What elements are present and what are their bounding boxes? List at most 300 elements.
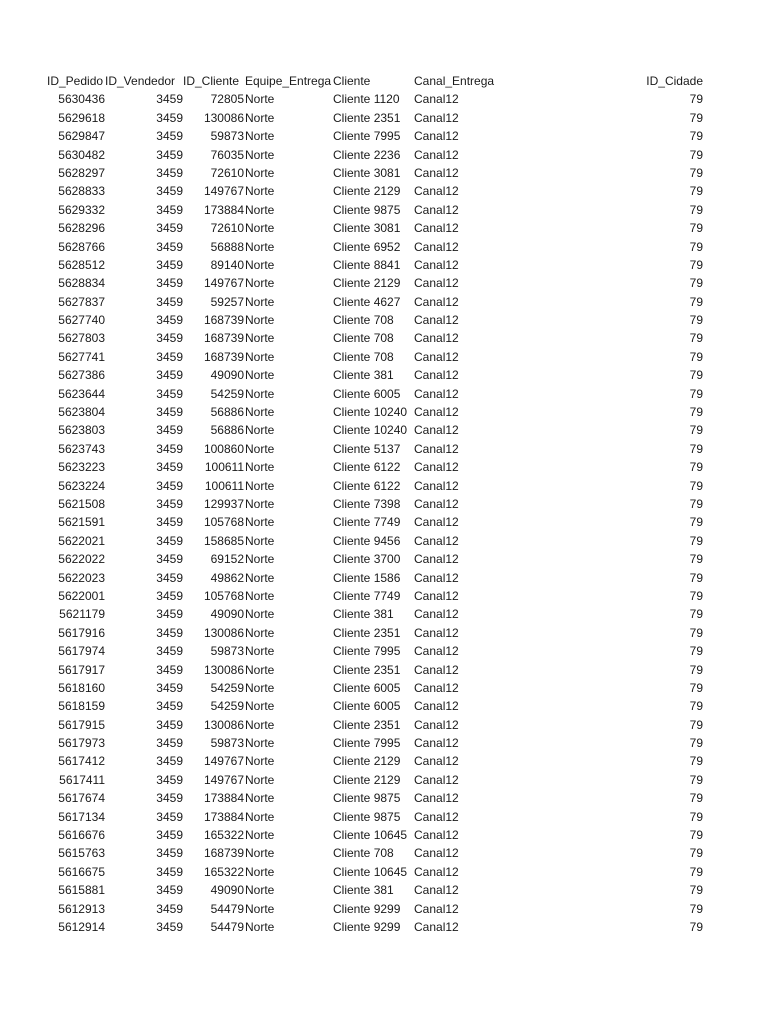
cell-id-pedido: 5622001 (58, 588, 105, 603)
table-row (0, 403, 768, 421)
cell-id-pedido: 5618159 (58, 699, 105, 714)
cell-equipe-entrega: Norte (245, 92, 275, 107)
cell-canal-entrega: Canal12 (414, 441, 459, 456)
cell-id-cidade: 79 (689, 846, 703, 861)
table-row (0, 624, 768, 642)
cell-equipe-entrega: Norte (245, 919, 275, 934)
cell-id-pedido: 5627741 (58, 349, 105, 364)
table-row (0, 642, 768, 660)
cell-cliente: Cliente 2129 (333, 772, 401, 787)
cell-canal-entrega: Canal12 (414, 276, 459, 291)
cell-id-vendedor: 3459 (156, 184, 183, 199)
cell-id-cliente: 130086 (203, 110, 244, 125)
cell-canal-entrega: Canal12 (414, 405, 459, 420)
cell-equipe-entrega: Norte (245, 717, 275, 732)
cell-canal-entrega: Canal12 (414, 92, 459, 107)
cell-id-pedido: 5617916 (58, 625, 105, 640)
cell-equipe-entrega: Norte (245, 809, 275, 824)
header-id-cidade: ID_Cidade (646, 74, 703, 88)
cell-id-cliente: 149767 (203, 772, 244, 787)
cell-id-cidade: 79 (689, 147, 703, 162)
cell-id-cliente: 72805 (210, 92, 244, 107)
cell-id-cliente: 56888 (210, 239, 244, 254)
cell-id-cliente: 49090 (210, 883, 244, 898)
header-row (0, 72, 768, 90)
cell-id-vendedor: 3459 (156, 460, 183, 475)
cell-canal-entrega: Canal12 (414, 294, 459, 309)
table-row (0, 90, 768, 108)
cell-equipe-entrega: Norte (245, 828, 275, 843)
table-row (0, 587, 768, 605)
cell-id-vendedor: 3459 (156, 147, 183, 162)
cell-id-cidade: 79 (689, 883, 703, 898)
cell-id-cliente: 54479 (210, 919, 244, 934)
cell-id-cliente: 168739 (203, 846, 244, 861)
cell-id-pedido: 5618160 (58, 680, 105, 695)
cell-id-cliente: 149767 (203, 184, 244, 199)
cell-cliente: Cliente 9456 (333, 533, 401, 548)
cell-cliente: Cliente 381 (333, 368, 394, 383)
cell-equipe-entrega: Norte (245, 165, 275, 180)
cell-canal-entrega: Canal12 (414, 496, 459, 511)
cell-id-cidade: 79 (689, 570, 703, 585)
cell-equipe-entrega: Norte (245, 441, 275, 456)
cell-id-vendedor: 3459 (156, 570, 183, 585)
cell-id-cliente: 49090 (210, 368, 244, 383)
cell-equipe-entrega: Norte (245, 533, 275, 548)
cell-id-cidade: 79 (689, 699, 703, 714)
cell-id-vendedor: 3459 (156, 625, 183, 640)
cell-id-vendedor: 3459 (156, 662, 183, 677)
cell-id-cliente: 49090 (210, 607, 244, 622)
cell-id-pedido: 5617134 (58, 809, 105, 824)
cell-id-vendedor: 3459 (156, 699, 183, 714)
cell-equipe-entrega: Norte (245, 772, 275, 787)
table-row (0, 661, 768, 679)
cell-id-cliente: 158685 (203, 533, 244, 548)
cell-id-vendedor: 3459 (156, 423, 183, 438)
cell-id-cidade: 79 (689, 129, 703, 144)
cell-id-cliente: 54479 (210, 901, 244, 916)
cell-id-cidade: 79 (689, 736, 703, 751)
cell-id-vendedor: 3459 (156, 717, 183, 732)
cell-id-vendedor: 3459 (156, 828, 183, 843)
table-row (0, 366, 768, 384)
cell-equipe-entrega: Norte (245, 202, 275, 217)
table-body (0, 90, 768, 936)
cell-id-cliente: 149767 (203, 754, 244, 769)
cell-id-cidade: 79 (689, 644, 703, 659)
table-row (0, 697, 768, 715)
cell-id-pedido: 5617412 (58, 754, 105, 769)
table-row (0, 716, 768, 734)
cell-cliente: Cliente 10645 (333, 828, 408, 843)
cell-id-vendedor: 3459 (156, 736, 183, 751)
cell-cliente: Cliente 7749 (333, 515, 401, 530)
cell-id-cidade: 79 (689, 294, 703, 309)
cell-id-pedido: 5617915 (58, 717, 105, 732)
cell-id-cidade: 79 (689, 496, 703, 511)
cell-equipe-entrega: Norte (245, 736, 275, 751)
cell-canal-entrega: Canal12 (414, 313, 459, 328)
cell-cliente: Cliente 3081 (333, 165, 401, 180)
cell-id-cliente: 130086 (203, 662, 244, 677)
cell-canal-entrega: Canal12 (414, 239, 459, 254)
cell-id-vendedor: 3459 (156, 680, 183, 695)
cell-id-vendedor: 3459 (156, 588, 183, 603)
cell-id-cliente: 173884 (203, 791, 244, 806)
cell-id-cliente: 54259 (210, 386, 244, 401)
table-row (0, 900, 768, 918)
cell-cliente: Cliente 6122 (333, 478, 401, 493)
cell-equipe-entrega: Norte (245, 423, 275, 438)
cell-cliente: Cliente 10645 (333, 864, 408, 879)
cell-id-cliente: 130086 (203, 717, 244, 732)
table-row (0, 293, 768, 311)
cell-id-cidade: 79 (689, 625, 703, 640)
cell-cliente: Cliente 6005 (333, 386, 401, 401)
cell-equipe-entrega: Norte (245, 276, 275, 291)
cell-canal-entrega: Canal12 (414, 533, 459, 548)
cell-id-cidade: 79 (689, 313, 703, 328)
table-row (0, 734, 768, 752)
cell-id-pedido: 5621591 (58, 515, 105, 530)
cell-canal-entrega: Canal12 (414, 478, 459, 493)
cell-cliente: Cliente 6122 (333, 460, 401, 475)
table-row (0, 789, 768, 807)
cell-id-cidade: 79 (689, 515, 703, 530)
cell-equipe-entrega: Norte (245, 625, 275, 640)
cell-id-pedido: 5629332 (58, 202, 105, 217)
table-row (0, 274, 768, 292)
header-canal-entrega: Canal_Entrega (414, 74, 495, 88)
table-row (0, 918, 768, 936)
cell-equipe-entrega: Norte (245, 405, 275, 420)
cell-id-vendedor: 3459 (156, 754, 183, 769)
cell-cliente: Cliente 5137 (333, 441, 401, 456)
cell-id-cidade: 79 (689, 221, 703, 236)
table-row (0, 238, 768, 256)
cell-cliente: Cliente 7995 (333, 736, 401, 751)
cell-cliente: Cliente 381 (333, 883, 394, 898)
cell-id-cidade: 79 (689, 165, 703, 180)
cell-cliente: Cliente 2129 (333, 276, 401, 291)
cell-canal-entrega: Canal12 (414, 202, 459, 217)
table-row (0, 881, 768, 899)
cell-canal-entrega: Canal12 (414, 588, 459, 603)
table-row (0, 385, 768, 403)
table-row (0, 771, 768, 789)
cell-id-vendedor: 3459 (156, 552, 183, 567)
cell-id-vendedor: 3459 (156, 883, 183, 898)
cell-canal-entrega: Canal12 (414, 552, 459, 567)
cell-id-cliente: 59257 (210, 294, 244, 309)
cell-canal-entrega: Canal12 (414, 680, 459, 695)
cell-equipe-entrega: Norte (245, 662, 275, 677)
cell-id-pedido: 5629618 (58, 110, 105, 125)
cell-id-pedido: 5622023 (58, 570, 105, 585)
cell-canal-entrega: Canal12 (414, 901, 459, 916)
cell-equipe-entrega: Norte (245, 239, 275, 254)
cell-id-cliente: 76035 (210, 147, 244, 162)
cell-id-pedido: 5622021 (58, 533, 105, 548)
cell-id-cliente: 173884 (203, 202, 244, 217)
cell-equipe-entrega: Norte (245, 644, 275, 659)
cell-id-cidade: 79 (689, 460, 703, 475)
cell-cliente: Cliente 2236 (333, 147, 401, 162)
table-row (0, 348, 768, 366)
cell-id-cidade: 79 (689, 257, 703, 272)
cell-id-pedido: 5627386 (58, 368, 105, 383)
cell-equipe-entrega: Norte (245, 129, 275, 144)
cell-equipe-entrega: Norte (245, 313, 275, 328)
cell-canal-entrega: Canal12 (414, 331, 459, 346)
table-row (0, 513, 768, 531)
cell-id-pedido: 5628512 (58, 257, 105, 272)
cell-id-vendedor: 3459 (156, 239, 183, 254)
cell-cliente: Cliente 381 (333, 607, 394, 622)
cell-id-pedido: 5627740 (58, 313, 105, 328)
cell-equipe-entrega: Norte (245, 221, 275, 236)
cell-id-cliente: 100860 (203, 441, 244, 456)
cell-canal-entrega: Canal12 (414, 349, 459, 364)
cell-cliente: Cliente 708 (333, 349, 394, 364)
cell-id-vendedor: 3459 (156, 221, 183, 236)
cell-canal-entrega: Canal12 (414, 754, 459, 769)
cell-id-cliente: 173884 (203, 809, 244, 824)
cell-id-cidade: 79 (689, 901, 703, 916)
table-row (0, 844, 768, 862)
cell-equipe-entrega: Norte (245, 846, 275, 861)
cell-id-pedido: 5623644 (58, 386, 105, 401)
cell-canal-entrega: Canal12 (414, 699, 459, 714)
cell-id-cidade: 79 (689, 754, 703, 769)
cell-canal-entrega: Canal12 (414, 368, 459, 383)
cell-equipe-entrega: Norte (245, 864, 275, 879)
cell-id-vendedor: 3459 (156, 92, 183, 107)
cell-id-pedido: 5612913 (58, 901, 105, 916)
cell-cliente: Cliente 4627 (333, 294, 401, 309)
cell-equipe-entrega: Norte (245, 368, 275, 383)
cell-cliente: Cliente 10240 (333, 405, 408, 420)
cell-id-cliente: 54259 (210, 680, 244, 695)
cell-id-vendedor: 3459 (156, 313, 183, 328)
cell-canal-entrega: Canal12 (414, 165, 459, 180)
cell-id-cidade: 79 (689, 184, 703, 199)
cell-cliente: Cliente 6952 (333, 239, 401, 254)
cell-cliente: Cliente 3081 (333, 221, 401, 236)
cell-id-cliente: 105768 (203, 515, 244, 530)
cell-id-cliente: 59873 (210, 736, 244, 751)
cell-id-pedido: 5621508 (58, 496, 105, 511)
cell-id-cliente: 72610 (210, 165, 244, 180)
cell-id-cidade: 79 (689, 864, 703, 879)
cell-id-vendedor: 3459 (156, 644, 183, 659)
cell-id-pedido: 5617917 (58, 662, 105, 677)
table-row (0, 164, 768, 182)
cell-canal-entrega: Canal12 (414, 607, 459, 622)
table-row (0, 182, 768, 200)
cell-equipe-entrega: Norte (245, 349, 275, 364)
cell-equipe-entrega: Norte (245, 680, 275, 695)
cell-id-vendedor: 3459 (156, 846, 183, 861)
table-row (0, 495, 768, 513)
cell-equipe-entrega: Norte (245, 460, 275, 475)
cell-id-cidade: 79 (689, 588, 703, 603)
cell-canal-entrega: Canal12 (414, 883, 459, 898)
header-cliente: Cliente (333, 74, 371, 88)
cell-id-vendedor: 3459 (156, 496, 183, 511)
cell-equipe-entrega: Norte (245, 386, 275, 401)
cell-equipe-entrega: Norte (245, 901, 275, 916)
table-row (0, 808, 768, 826)
cell-cliente: Cliente 2129 (333, 184, 401, 199)
table-row (0, 440, 768, 458)
cell-id-pedido: 5617974 (58, 644, 105, 659)
table-row (0, 532, 768, 550)
cell-id-cidade: 79 (689, 423, 703, 438)
cell-id-cliente: 69152 (210, 552, 244, 567)
cell-equipe-entrega: Norte (245, 754, 275, 769)
cell-id-pedido: 5612914 (58, 919, 105, 934)
cell-id-cidade: 79 (689, 680, 703, 695)
cell-canal-entrega: Canal12 (414, 423, 459, 438)
cell-equipe-entrega: Norte (245, 588, 275, 603)
cell-id-vendedor: 3459 (156, 165, 183, 180)
cell-cliente: Cliente 7749 (333, 588, 401, 603)
cell-id-pedido: 5617411 (59, 772, 105, 787)
cell-id-pedido: 5615763 (58, 846, 105, 861)
data-table (0, 72, 768, 936)
header-id-cliente: ID_Cliente (183, 74, 240, 88)
cell-id-vendedor: 3459 (156, 257, 183, 272)
cell-id-vendedor: 3459 (156, 809, 183, 824)
table-row (0, 109, 768, 127)
cell-id-cliente: 129937 (203, 496, 244, 511)
cell-id-pedido: 5622022 (58, 552, 105, 567)
cell-canal-entrega: Canal12 (414, 717, 459, 732)
cell-id-pedido: 5627837 (58, 294, 105, 309)
cell-id-cidade: 79 (689, 607, 703, 622)
cell-id-cliente: 149767 (203, 276, 244, 291)
cell-id-vendedor: 3459 (156, 919, 183, 934)
cell-canal-entrega: Canal12 (414, 460, 459, 475)
cell-id-cidade: 79 (689, 478, 703, 493)
cell-id-cliente: 168739 (203, 313, 244, 328)
cell-id-vendedor: 3459 (156, 368, 183, 383)
cell-id-cidade: 79 (689, 919, 703, 934)
cell-cliente: Cliente 9875 (333, 809, 401, 824)
table-row (0, 201, 768, 219)
cell-cliente: Cliente 708 (333, 331, 394, 346)
table-row (0, 569, 768, 587)
cell-id-pedido: 5627803 (58, 331, 105, 346)
cell-cliente: Cliente 9299 (333, 919, 401, 934)
cell-canal-entrega: Canal12 (414, 570, 459, 585)
cell-canal-entrega: Canal12 (414, 257, 459, 272)
cell-cliente: Cliente 2351 (333, 110, 401, 125)
table-row (0, 477, 768, 495)
cell-id-pedido: 5623223 (58, 460, 105, 475)
cell-id-cidade: 79 (689, 239, 703, 254)
cell-id-vendedor: 3459 (156, 791, 183, 806)
cell-cliente: Cliente 9875 (333, 791, 401, 806)
cell-id-cidade: 79 (689, 331, 703, 346)
cell-id-pedido: 5628766 (58, 239, 105, 254)
cell-id-cliente: 168739 (203, 331, 244, 346)
cell-id-cidade: 79 (689, 809, 703, 824)
table-row (0, 127, 768, 145)
cell-id-vendedor: 3459 (156, 441, 183, 456)
cell-id-cliente: 105768 (203, 588, 244, 603)
cell-canal-entrega: Canal12 (414, 791, 459, 806)
cell-canal-entrega: Canal12 (414, 809, 459, 824)
header-id-pedido: ID_Pedido (47, 74, 104, 88)
cell-equipe-entrega: Norte (245, 147, 275, 162)
cell-id-cliente: 59873 (210, 129, 244, 144)
table-row (0, 550, 768, 568)
cell-equipe-entrega: Norte (245, 331, 275, 346)
cell-cliente: Cliente 2129 (333, 754, 401, 769)
cell-id-cidade: 79 (689, 276, 703, 291)
cell-canal-entrega: Canal12 (414, 515, 459, 530)
cell-id-cliente: 49862 (210, 570, 244, 585)
cell-cliente: Cliente 9299 (333, 901, 401, 916)
cell-id-cidade: 79 (689, 441, 703, 456)
cell-cliente: Cliente 6005 (333, 699, 401, 714)
cell-id-vendedor: 3459 (156, 478, 183, 493)
cell-id-cliente: 100611 (204, 478, 244, 493)
cell-canal-entrega: Canal12 (414, 772, 459, 787)
cell-id-cidade: 79 (689, 386, 703, 401)
cell-id-cidade: 79 (689, 828, 703, 843)
cell-id-vendedor: 3459 (156, 110, 183, 125)
cell-cliente: Cliente 2351 (333, 717, 401, 732)
cell-id-cliente: 72610 (210, 221, 244, 236)
cell-canal-entrega: Canal12 (414, 625, 459, 640)
cell-canal-entrega: Canal12 (414, 846, 459, 861)
cell-id-vendedor: 3459 (156, 386, 183, 401)
cell-id-vendedor: 3459 (156, 294, 183, 309)
cell-cliente: Cliente 10240 (333, 423, 408, 438)
cell-id-cidade: 79 (689, 92, 703, 107)
cell-cliente: Cliente 9875 (333, 202, 401, 217)
table-row (0, 826, 768, 844)
cell-canal-entrega: Canal12 (414, 864, 459, 879)
cell-id-pedido: 5621179 (59, 607, 105, 622)
table-row (0, 146, 768, 164)
cell-id-vendedor: 3459 (156, 276, 183, 291)
cell-id-cliente: 165322 (203, 864, 244, 879)
cell-id-cliente: 130086 (203, 625, 244, 640)
cell-id-cliente: 168739 (203, 349, 244, 364)
table-row (0, 679, 768, 697)
table-row (0, 329, 768, 347)
cell-id-pedido: 5623224 (58, 478, 105, 493)
cell-canal-entrega: Canal12 (414, 644, 459, 659)
cell-equipe-entrega: Norte (245, 570, 275, 585)
cell-cliente: Cliente 2351 (333, 662, 401, 677)
cell-id-vendedor: 3459 (156, 901, 183, 916)
cell-id-pedido: 5615881 (58, 883, 105, 898)
cell-id-cliente: 56886 (210, 405, 244, 420)
cell-equipe-entrega: Norte (245, 883, 275, 898)
cell-canal-entrega: Canal12 (414, 129, 459, 144)
table-row (0, 458, 768, 476)
cell-cliente: Cliente 3700 (333, 552, 401, 567)
table-row (0, 256, 768, 274)
cell-id-pedido: 5616675 (58, 864, 105, 879)
